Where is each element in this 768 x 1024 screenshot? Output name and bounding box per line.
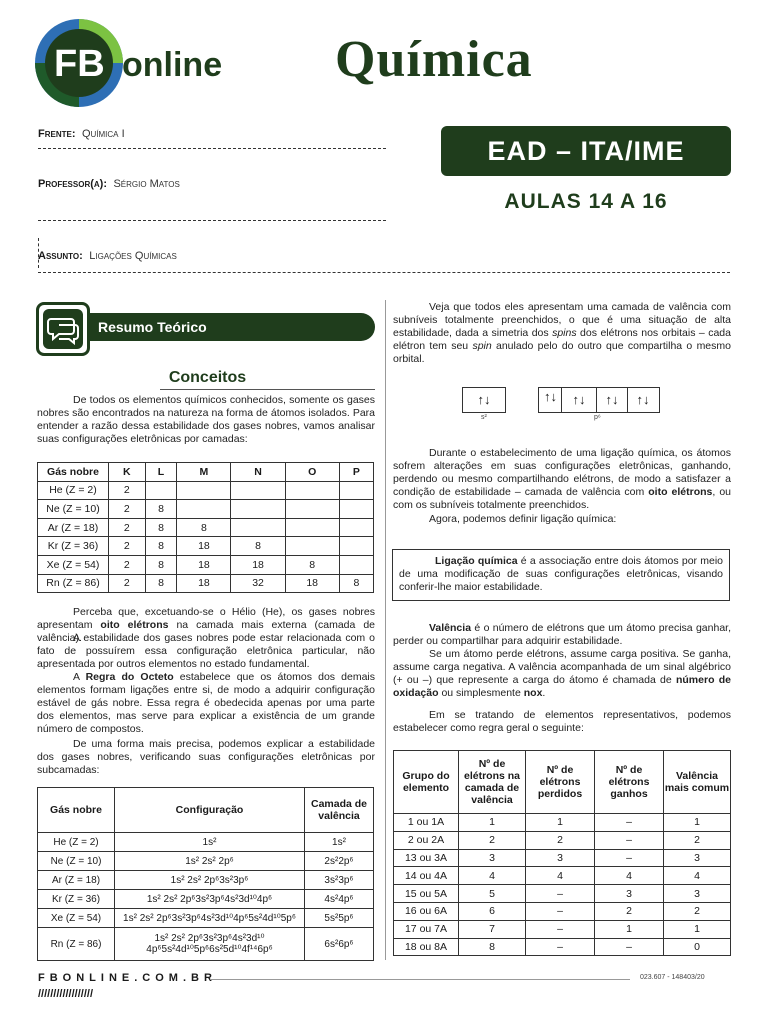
table-row <box>38 833 374 852</box>
bold-fragment: Ligação química <box>435 555 518 567</box>
regra-geral-paragraph: Em se tratando de elementos representativos, podemos estabelecer como regra geral o seguinte: <box>393 709 731 734</box>
table-cell <box>231 481 285 500</box>
table-cell: 5s²5p⁶ <box>305 909 374 928</box>
table-cell <box>285 481 339 500</box>
bold-fragment: número de oxidação <box>393 674 731 699</box>
table-cell: 1s² 2s² 2p⁶3s²3p⁶ <box>115 871 305 890</box>
assunto-value: Ligações Químicas <box>89 250 177 262</box>
table-cell: Ar (Z = 18) <box>38 518 109 537</box>
table-cell <box>339 500 373 519</box>
table-cell: 2 <box>526 831 595 849</box>
table-cell: 2 <box>664 902 731 920</box>
table-cell: 7 <box>459 920 526 938</box>
table-cell: 2 <box>109 574 146 593</box>
table-cell: 1 <box>595 920 664 938</box>
text-fragment: é a associação entre dois átomos por meio de uma modificação de suas configurações eletrônicas, visando conferir-lhe maior estabilidade. <box>399 555 723 593</box>
table-row <box>394 902 731 920</box>
table-cell: 8 <box>339 574 373 593</box>
table-row <box>38 909 374 928</box>
table-row <box>38 890 374 909</box>
table-cell: 4 <box>595 867 664 885</box>
table-cell: – <box>595 831 664 849</box>
table-cell: Rn (Z = 86) <box>38 574 109 593</box>
orbital-box: ↑↓ <box>636 392 650 407</box>
table-header-cell: N <box>231 463 285 482</box>
table-cell <box>339 518 373 537</box>
regra-octeto-paragraph <box>37 671 375 736</box>
table-row <box>394 814 731 832</box>
table-header-cell: Configuração <box>115 788 305 833</box>
estabilidade-paragraph: A estabilidade dos gases nobres pode estar relacionada com o fato de possuírem essa configuração eletrônica particular, não apresentada por outros elementos no estado fundamental. <box>37 632 375 670</box>
table-cell <box>145 481 177 500</box>
assunto-row <box>38 246 386 270</box>
table-row <box>38 537 374 556</box>
ead-badge: EAD – ITA/IME <box>441 126 731 176</box>
table-row <box>38 928 374 961</box>
assunto-label: Assunto: <box>38 250 83 262</box>
table-cell: – <box>526 902 595 920</box>
table-cell: 0 <box>664 938 731 956</box>
table-cell: 18 <box>231 555 285 574</box>
table-cell: He (Z = 2) <box>38 481 109 500</box>
column-divider <box>385 300 386 960</box>
conceitos-underline <box>160 389 375 390</box>
table-row <box>38 574 374 593</box>
table-cell: 8 <box>145 518 177 537</box>
orbital-box: ↑↓ <box>544 389 557 404</box>
s-orbital-label: s² <box>481 414 487 421</box>
table-cell: 15 ou 5A <box>394 885 459 903</box>
table-cell: 2 <box>664 831 731 849</box>
table-header-row <box>394 751 731 814</box>
table-row <box>38 500 374 519</box>
table-cell: Rn (Z = 86) <box>38 928 115 961</box>
nox-paragraph <box>393 648 731 700</box>
bold-fragment: nox <box>523 687 543 699</box>
bold-fragment: Regra do Octeto <box>85 671 174 683</box>
table-cell: 1 ou 1A <box>394 814 459 832</box>
table-cell: 3 <box>664 849 731 867</box>
table-cell: – <box>595 814 664 832</box>
table-header-cell: Gás nobre <box>38 463 109 482</box>
table-cell: 8 <box>177 518 231 537</box>
table-cell: 6s²6p⁶ <box>305 928 374 961</box>
definition-text <box>399 555 723 594</box>
table-cell: 32 <box>231 574 285 593</box>
table-cell: 2 <box>459 831 526 849</box>
bold-fragment: Valência <box>429 622 472 634</box>
footer-code: 023.607 - 148403/20 <box>640 974 705 981</box>
text-fragment: . <box>542 687 546 699</box>
table-cell: 1s² 2s² 2p⁶ <box>115 852 305 871</box>
table-cell: 18 <box>177 555 231 574</box>
table-cell: Xe (Z = 54) <box>38 909 115 928</box>
table-cell: 5 <box>459 885 526 903</box>
definition-box <box>392 549 730 601</box>
table-header-row <box>38 463 374 482</box>
table-cell: 3 <box>526 849 595 867</box>
table-cell: 2 <box>595 902 664 920</box>
table-cell: Ar (Z = 18) <box>38 871 115 890</box>
logo-graphic <box>34 18 224 108</box>
table-row <box>394 885 731 903</box>
orbital-box: ↑↓ <box>477 392 491 407</box>
table-row <box>38 518 374 537</box>
footer-slashes: ////////////////// <box>38 988 94 1000</box>
table-cell: 1 <box>664 920 731 938</box>
table-cell: He (Z = 2) <box>38 833 115 852</box>
table-cell <box>339 537 373 556</box>
text-fragment: na camada mais externa (camada de valência). <box>37 619 376 644</box>
table-row <box>394 920 731 938</box>
frente-row <box>38 124 386 149</box>
text-fragment: estabelece que os átomos dos demais elementos formam ligações entre si, de modo a adquirir configuração estável de gás nobre. Essa regra é obedecida apenas por uma parte dos elementos, mas serve para explicar a existência de um grande número de compostos. <box>37 671 376 735</box>
table-cell: – <box>526 885 595 903</box>
table-cell: Ne (Z = 10) <box>38 500 109 519</box>
table-cell: 4 <box>459 867 526 885</box>
table-cell: 8 <box>285 555 339 574</box>
professor-label: Professor(a): <box>38 178 107 190</box>
table-cell: 18 <box>177 537 231 556</box>
table-cell: 2s²2p⁶ <box>305 852 374 871</box>
table-cell: Xe (Z = 54) <box>38 555 109 574</box>
footer-site-link[interactable]: FBONLINE.COM.BR <box>38 972 217 984</box>
table-row <box>38 555 374 574</box>
table-cell: 1s² 2s² 2p⁶3s²3p⁶4s²3d¹⁰ 4p⁶5s²4d¹⁰5p⁶6s²5d¹⁰4f¹⁴6p⁶ <box>115 928 305 961</box>
italic-fragment: spin <box>472 340 492 352</box>
assunto-divider <box>38 238 40 268</box>
table-cell: 6 <box>459 902 526 920</box>
table-cell: 14 ou 4A <box>394 867 459 885</box>
table-cell: 2 ou 2A <box>394 831 459 849</box>
table-cell: – <box>595 938 664 956</box>
table-cell: 3s²3p⁶ <box>305 871 374 890</box>
resumo-teorico-label: Resumo Teórico <box>98 319 207 335</box>
table-cell <box>339 555 373 574</box>
table-cell: – <box>595 849 664 867</box>
text-fragment: é o número de elétrons que um átomo precisa ganhar, perder ou compartilhar para adquirir estabilidade. <box>393 622 731 647</box>
orbital-box: ↑↓ <box>597 388 628 412</box>
text-fragment: anulado pelo do outro que compartilha o mesmo orbital. <box>393 340 731 365</box>
table-cell: 8 <box>145 574 177 593</box>
italic-fragment: spins <box>552 327 577 339</box>
table-header-cell: Camada de valência <box>305 788 374 833</box>
table-cell <box>285 518 339 537</box>
table-cell: 4 <box>664 867 731 885</box>
table-cell <box>285 537 339 556</box>
professor-value: Sérgio Matos <box>113 178 180 190</box>
text-fragment: Se um átomo perde elétrons, assume carga positiva. Se ganha, assume carga negativa. A valência acompanhada de um sinal algébrico (+ ou –) que represente a carga do átomo é chamada de <box>393 648 731 686</box>
text-fragment: A <box>73 671 86 683</box>
table-row <box>38 481 374 500</box>
table-cell: 1 <box>664 814 731 832</box>
table-cell <box>285 500 339 519</box>
table-cell <box>231 500 285 519</box>
valence-table <box>393 750 731 956</box>
table-row <box>394 938 731 956</box>
subcamadas-paragraph: De uma forma mais precisa, podemos explicar a estabilidade dos gases nobres, verificando suas configurações eletrônicas por subcamadas: <box>37 738 375 776</box>
intro-paragraph: De todos os elementos químicos conhecidos, somente os gases nobres são encontrados na natureza na forma de átomos isolados. Para entender a razão dessa estabilidade dos gases nobres, vamos analisar suas configurações eletrônicas por camadas: <box>37 394 375 445</box>
frente-value: Química I <box>81 128 125 140</box>
table-row <box>394 849 731 867</box>
table-cell: 8 <box>231 537 285 556</box>
table-cell: Kr (Z = 36) <box>38 890 115 909</box>
table-cell: 8 <box>145 537 177 556</box>
table-cell: Kr (Z = 36) <box>38 537 109 556</box>
table-cell: 2 <box>109 537 146 556</box>
table-cell <box>177 481 231 500</box>
table-cell: 4s²4p⁶ <box>305 890 374 909</box>
footer-line <box>210 979 630 980</box>
table-row <box>394 831 731 849</box>
valencia-paragraph <box>393 622 731 648</box>
table-header-cell: Valência mais comum <box>664 751 731 814</box>
table-cell: Ne (Z = 10) <box>38 852 115 871</box>
table-header-cell: Nº de elétrons perdidos <box>526 751 595 814</box>
table-cell: 2 <box>109 555 146 574</box>
text-fragment: , ou com os subníveis totalmente preenchidos. <box>393 486 732 511</box>
table-header-cell: Gás nobre <box>38 788 115 833</box>
page-title: Química <box>335 31 533 88</box>
table-cell: – <box>526 938 595 956</box>
table-cell: – <box>526 920 595 938</box>
table-cell: 1s² 2s² 2p⁶3s²3p⁶4s²3d¹⁰4p⁶ <box>115 890 305 909</box>
table-header-cell: M <box>177 463 231 482</box>
logo-fb-text: FB <box>54 43 105 85</box>
table-cell: 1s² <box>115 833 305 852</box>
table-cell: 4 <box>526 867 595 885</box>
bold-fragment: oito elétrons <box>648 486 713 498</box>
noble-gas-shells-table <box>37 462 374 593</box>
table-cell: 8 <box>459 938 526 956</box>
table-cell: 1 <box>526 814 595 832</box>
professor-row <box>38 174 386 221</box>
table-header-cell: L <box>145 463 177 482</box>
table-cell: 8 <box>145 500 177 519</box>
table-cell: 17 ou 7A <box>394 920 459 938</box>
table-cell <box>339 481 373 500</box>
aulas-label: AULAS 14 A 16 <box>504 190 668 213</box>
resumo-bar <box>40 313 375 341</box>
table-cell: 2 <box>109 518 146 537</box>
text-fragment: Durante o estabelecimento de uma ligação química, os átomos sofrem alterações em suas configurações eletrônicas, ganhando, perdendo ou mesmo compartilhando elétrons, de modo a satisfazer a condição de estabilidade – camada de valência com <box>393 447 731 498</box>
table-cell <box>231 518 285 537</box>
table-cell: 3 <box>595 885 664 903</box>
definir-paragraph: Agora, podemos definir ligação química: <box>429 513 617 525</box>
table-cell: 1s² <box>305 833 374 852</box>
table-cell: 3 <box>664 885 731 903</box>
table-cell: 2 <box>109 500 146 519</box>
table-cell: 18 <box>177 574 231 593</box>
conceitos-heading: Conceitos <box>168 369 247 386</box>
text-fragment: dos elétrons nos orbitais – cada elétron tem seu <box>393 327 731 352</box>
table-row <box>38 871 374 890</box>
table-cell: 18 ou 8A <box>394 938 459 956</box>
p-orbital-label: p⁶ <box>594 414 601 421</box>
table-cell: 1 <box>459 814 526 832</box>
table-header-cell: Grupo do elemento <box>394 751 459 814</box>
header-separator <box>38 272 730 273</box>
logo-online-text: online <box>122 46 223 84</box>
table-header-cell: Nº de elétrons ganhos <box>595 751 664 814</box>
table-cell: 2 <box>109 481 146 500</box>
table-header-cell: O <box>285 463 339 482</box>
table-cell: 8 <box>145 555 177 574</box>
noble-gas-config-table <box>37 787 374 961</box>
orbital-box: ↑↓ <box>562 388 597 412</box>
text-fragment: ou simplesmente <box>438 687 524 699</box>
bold-fragment: oito elétrons <box>100 619 169 631</box>
chat-bubble-icon <box>36 302 90 356</box>
table-cell: 13 ou 3A <box>394 849 459 867</box>
table-cell <box>177 500 231 519</box>
ligacao-paragraph <box>393 447 731 512</box>
text-fragment: Veja que todos eles apresentam uma camada de valência com subníveis totalmente preenchidos, o que é uma situação de alta estabilidade, dada a simetria dos <box>393 301 731 339</box>
table-header-cell: Nº de elétrons na camada de valência <box>459 751 526 814</box>
text-fragment: Perceba que, excetuando-se o Hélio (He), os gases nobres apresentam <box>37 606 375 631</box>
table-header-row <box>38 788 374 833</box>
spins-paragraph <box>393 301 731 366</box>
table-cell: 1s² 2s² 2p⁶3s²3p⁶4s²3d¹⁰4p⁶5s²4d¹⁰5p⁶ <box>115 909 305 928</box>
table-header-cell: P <box>339 463 373 482</box>
fb-online-logo <box>34 18 224 108</box>
table-header-cell: K <box>109 463 146 482</box>
table-cell: 16 ou 6A <box>394 902 459 920</box>
frente-label: Frente: <box>38 128 76 140</box>
table-row <box>394 867 731 885</box>
table-cell: 3 <box>459 849 526 867</box>
s-orbital-diagram <box>462 387 506 413</box>
table-row <box>38 852 374 871</box>
table-cell: 18 <box>285 574 339 593</box>
